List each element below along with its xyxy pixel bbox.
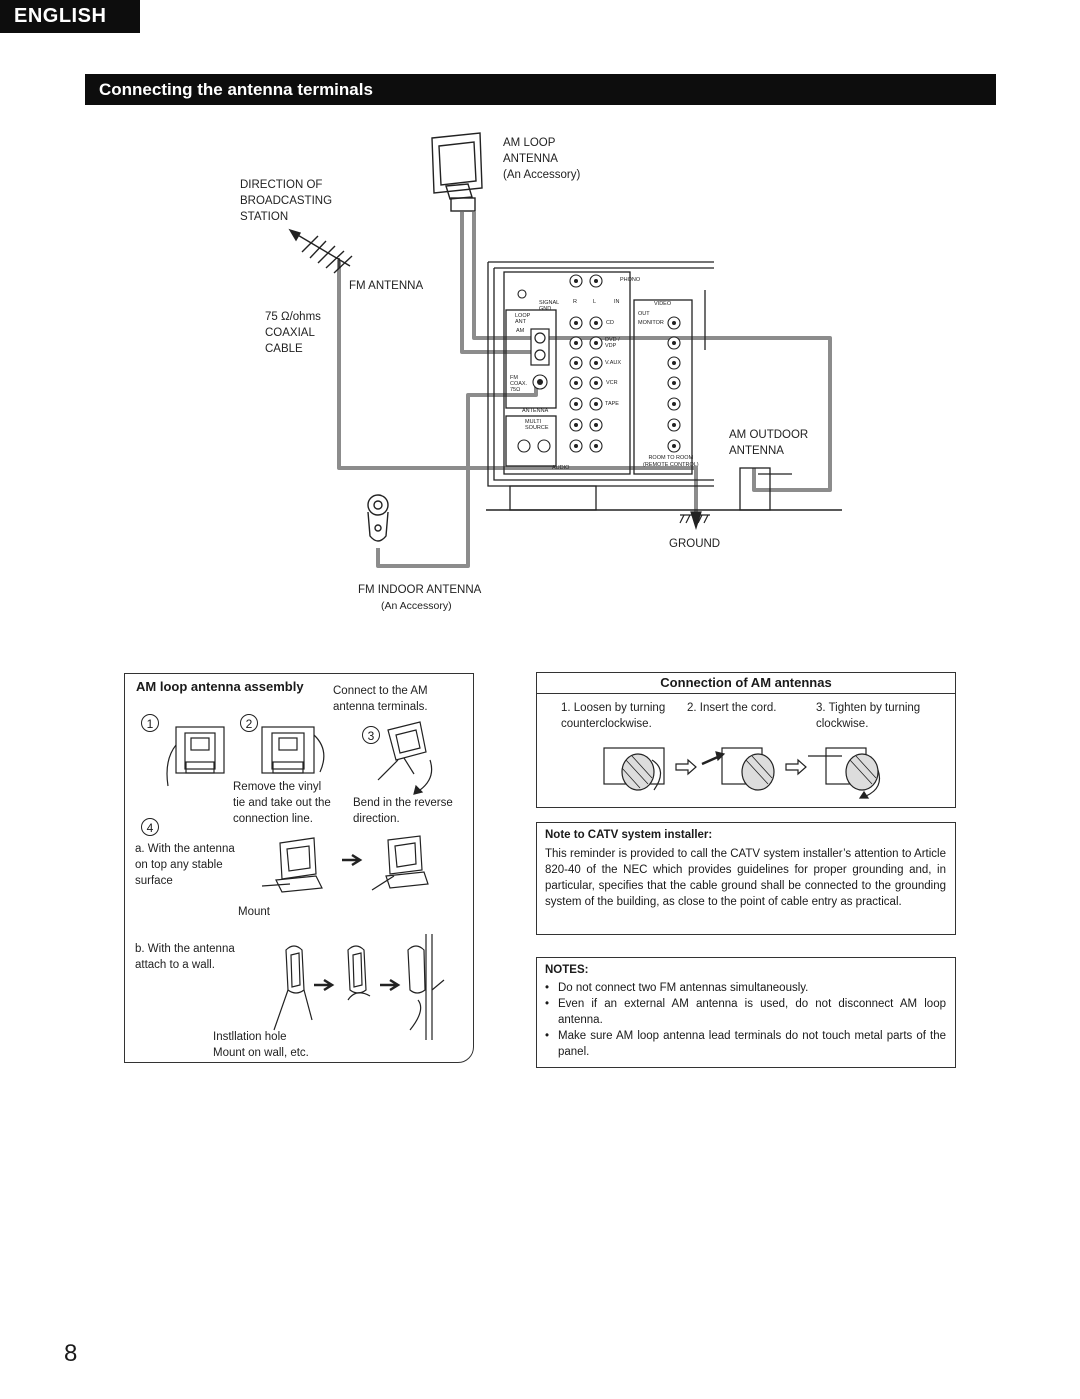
panel-label-multi-source: MULTI SOURCE bbox=[525, 419, 549, 431]
panel-label-l: L bbox=[593, 299, 597, 305]
step-number-2: 2 bbox=[240, 714, 258, 732]
panel-label-room-to-room: ROOM TO ROOM (REMOTE CONTROL) bbox=[643, 455, 699, 468]
panel-label-am: AM bbox=[516, 328, 525, 334]
panel-label-v-aux: V.AUX bbox=[605, 360, 622, 366]
panel-label-r: R bbox=[573, 299, 577, 305]
option-b-text: b. With the antenna attach to a wall. bbox=[135, 943, 235, 971]
panel-label-monitor: MONITOR bbox=[638, 320, 664, 326]
step-number-1: 1 bbox=[141, 714, 159, 732]
connection-title: Connection of AM antennas bbox=[536, 672, 956, 694]
ground-label: GROUND bbox=[669, 538, 721, 550]
note-item: • Do not connect two FM antennas simultaneously. bbox=[545, 980, 946, 996]
connection-step-1: 1. Loosen by turning counterclockwise. bbox=[561, 702, 666, 730]
connect-text: Connect to the AM antenna terminals. bbox=[333, 685, 428, 713]
am-outdoor-antenna-label: AM OUTDOOR ANTENNA bbox=[729, 429, 809, 457]
panel-label-out: OUT bbox=[638, 311, 650, 317]
option-a-text: a. With the antenna on top any stable surface bbox=[135, 843, 235, 887]
section-title: Connecting the antenna terminals bbox=[85, 74, 996, 105]
installation-text: Instllation hole Mount on wall, etc. bbox=[213, 1031, 309, 1059]
am-loop-antenna-label: AM LOOP ANTENNA bbox=[503, 137, 558, 165]
assembly-title: AM loop antenna assembly bbox=[136, 679, 304, 694]
panel-label-loop-ant: LOOP ANT bbox=[515, 313, 531, 325]
panel-label-cd: CD bbox=[606, 320, 614, 326]
catv-title: Note to CATV system installer: bbox=[545, 829, 713, 841]
connection-step-3: 3. Tighten by turning clockwise. bbox=[816, 702, 921, 730]
remove-text: Remove the vinyl tie and take out the connection line. bbox=[233, 781, 331, 825]
mount-text: Mount bbox=[238, 906, 270, 918]
step-number-3: 3 bbox=[362, 726, 380, 744]
panel-label-vcr: VCR bbox=[606, 380, 618, 386]
step-number-4: 4 bbox=[141, 818, 159, 836]
catv-body: This reminder is provided to call the CATV system installer’s attention to Article 820-40 of the NEC which provides guidelines for proper grounding and, in particular, specifies that the cable ground shall be connected to the grounding system of the building, as close to the point of cable entry as practical. bbox=[545, 848, 946, 908]
page-number: 8 bbox=[64, 1340, 78, 1367]
notes-list bbox=[545, 980, 946, 1060]
panel-label-fm-coax: FM COAX. 75Ω bbox=[510, 375, 528, 393]
panel-label-tape: TAPE bbox=[605, 401, 619, 407]
panel-label-in: IN bbox=[614, 299, 620, 305]
panel-label-dvd-vdp: DVD / VDP bbox=[605, 337, 620, 349]
coaxial-cable-label: 75 Ω/ohms COAXIAL CABLE bbox=[265, 311, 321, 355]
bend-text: Bend in the reverse direction. bbox=[353, 797, 453, 825]
panel-label-audio: AUDIO bbox=[552, 465, 570, 471]
am-loop-accessory-label: (An Accessory) bbox=[503, 169, 581, 181]
fm-antenna-label: FM ANTENNA bbox=[349, 280, 424, 292]
connection-step-2: 2. Insert the cord. bbox=[687, 702, 777, 714]
panel-label-signal-gnd: SIGNAL GND bbox=[539, 300, 560, 312]
panel-label-video: VIDEO bbox=[654, 301, 672, 307]
direction-label: DIRECTION OF BROADCASTING STATION bbox=[240, 179, 333, 223]
fm-indoor-antenna-label: FM INDOOR ANTENNA bbox=[358, 584, 482, 596]
notes-title: NOTES: bbox=[545, 964, 589, 976]
language-tab: ENGLISH bbox=[0, 0, 140, 33]
note-item: • Make sure AM loop antenna lead terminals do not touch metal parts of the panel. bbox=[545, 1028, 946, 1060]
fm-indoor-accessory-label: (An Accessory) bbox=[381, 600, 452, 612]
note-item: • Even if an external AM antenna is used, do not disconnect AM loop antenna. bbox=[545, 996, 946, 1028]
panel-label-phono: PHONO bbox=[620, 277, 641, 283]
panel-label-antenna: ANTENNA bbox=[522, 408, 549, 414]
